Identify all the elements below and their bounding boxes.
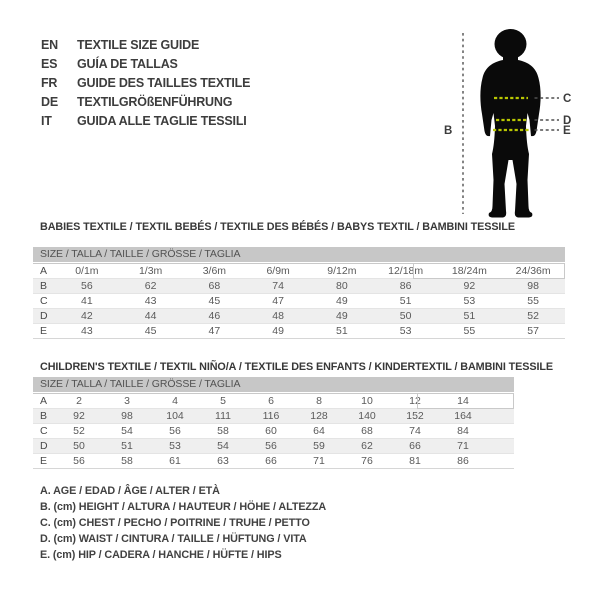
row-label: B xyxy=(40,280,48,292)
table-cell: 12/18m xyxy=(388,265,424,277)
table-cell: 62 xyxy=(144,280,157,292)
row-label: E xyxy=(40,325,48,337)
table-cell: 50 xyxy=(73,440,85,452)
table-cell: 3 xyxy=(124,395,130,407)
table-cell: 164 xyxy=(454,410,472,422)
table-row xyxy=(33,324,565,339)
table-cell: 61 xyxy=(169,455,181,467)
row-label: D xyxy=(40,440,48,452)
table-cell: 57 xyxy=(527,325,539,337)
table-cell: 46 xyxy=(208,310,221,322)
table-cell: 74 xyxy=(272,280,284,292)
table-row xyxy=(33,263,565,279)
table-cell: 45 xyxy=(208,295,221,307)
table-row xyxy=(33,439,514,454)
table-cell: 152 xyxy=(406,410,424,422)
table-row xyxy=(33,279,565,294)
language-title: TEXTILE SIZE GUIDE xyxy=(77,38,200,52)
table-cell: 41 xyxy=(81,295,93,307)
table-cell: 128 xyxy=(310,410,328,422)
table-row xyxy=(33,309,565,324)
legend-hip: E. (cm) HIP / CADERA / HANCHE / HÜFTE / HIPS xyxy=(40,549,282,561)
table-cell-filler xyxy=(487,439,514,453)
table-cell: 6 xyxy=(268,395,274,407)
language-code: ES xyxy=(41,57,58,71)
table-cell: 56 xyxy=(265,440,277,452)
table-cell: 51 xyxy=(121,440,133,452)
table-cell: 64 xyxy=(313,425,325,437)
height-line-label: B xyxy=(444,125,453,137)
table-cell: 68 xyxy=(208,280,221,292)
table-cell: 60 xyxy=(265,425,277,437)
table-row xyxy=(33,294,565,309)
table-cell: 54 xyxy=(121,425,133,437)
table-cell: 86 xyxy=(457,455,469,467)
table-row xyxy=(33,393,514,409)
table-cell: 49 xyxy=(336,295,348,307)
table-cell: 104 xyxy=(166,410,184,422)
table-cell: 80 xyxy=(336,280,348,292)
table-cell: 68 xyxy=(361,425,373,437)
row-label: C xyxy=(40,295,48,307)
table-cell: 43 xyxy=(144,295,157,307)
language-title-list xyxy=(41,36,250,131)
table-cell: 52 xyxy=(73,425,85,437)
child-silhouette-figure xyxy=(430,8,600,233)
row-label: B xyxy=(40,410,48,422)
legend-age: A. AGE / EDAD / ÂGE / ALTER / ETÀ xyxy=(40,485,220,497)
language-code: DE xyxy=(41,95,58,109)
table-cell: 9/12m xyxy=(327,265,357,277)
chest-line-label: C xyxy=(563,93,572,105)
list-item xyxy=(41,74,250,93)
table-cell: 24/36m xyxy=(515,265,551,277)
table-cell: 56 xyxy=(73,455,85,467)
table-cell: 51 xyxy=(336,325,348,337)
table-cell: 4 xyxy=(172,395,178,407)
table-cell: 55 xyxy=(527,295,539,307)
table-cell: 56 xyxy=(169,425,181,437)
table-cell: 42 xyxy=(81,310,93,322)
table-cell: 45 xyxy=(144,325,157,337)
table-cell: 49 xyxy=(336,310,348,322)
children-size-table xyxy=(33,377,514,469)
table-cell-filler xyxy=(487,409,514,423)
table-cell: 76 xyxy=(361,455,373,467)
table-cell: 56 xyxy=(81,280,93,292)
table-cell: 10 xyxy=(361,395,373,407)
table-cell: 111 xyxy=(215,410,231,422)
table-cell: 51 xyxy=(399,295,412,307)
table-cell: 12 xyxy=(409,395,421,407)
row-label: A xyxy=(40,265,48,277)
language-code: IT xyxy=(41,114,52,128)
list-item xyxy=(41,55,250,74)
table-cell: 5 xyxy=(220,395,226,407)
size-header-bar: SIZE / TALLA / TAILLE / GRÖSSE / TAGLIA xyxy=(33,247,565,262)
row-label: C xyxy=(40,425,48,437)
language-title: GUIDA ALLE TAGLIE TESSILI xyxy=(77,114,247,128)
measurement-diagram xyxy=(430,8,600,233)
table-cell: 53 xyxy=(169,440,181,452)
language-title: GUIDE DES TAILLES TEXTILE xyxy=(77,76,251,90)
language-title: GUÍA DE TALLAS xyxy=(77,57,178,71)
table-cell: 74 xyxy=(409,425,421,437)
language-code: FR xyxy=(41,76,58,90)
table-row xyxy=(33,424,514,439)
table-cell: 43 xyxy=(81,325,93,337)
table-cell: 54 xyxy=(217,440,229,452)
language-code: EN xyxy=(41,38,58,52)
table-cell: 86 xyxy=(399,280,412,292)
table-cell: 14 xyxy=(457,395,469,407)
table-cell: 44 xyxy=(144,310,157,322)
table-cell: 47 xyxy=(272,295,284,307)
table-cell: 0/1m xyxy=(75,265,99,277)
table-cell: 66 xyxy=(409,440,421,452)
table-cell: 59 xyxy=(313,440,325,452)
babies-size-table xyxy=(33,247,565,339)
table-cell: 66 xyxy=(265,455,277,467)
table-cell: 49 xyxy=(272,325,284,337)
table-cell: 63 xyxy=(217,455,229,467)
table-cell: 47 xyxy=(208,325,221,337)
list-item xyxy=(41,93,250,112)
table-cell: 6/9m xyxy=(266,265,290,277)
legend-waist: D. (cm) WAIST / CINTURA / TAILLE / HÜFTUNG / VITA xyxy=(40,533,307,545)
table-cell: 98 xyxy=(121,410,133,422)
row-label: D xyxy=(40,310,48,322)
language-title: TEXTILGRÖßENFÜHRUNG xyxy=(77,95,233,109)
table-cell: 71 xyxy=(313,455,325,467)
table-cell: 81 xyxy=(409,455,421,467)
measurement-legend xyxy=(40,483,326,563)
row-label: A xyxy=(40,395,48,407)
table-cell: 98 xyxy=(527,280,539,292)
table-cell: 140 xyxy=(358,410,376,422)
table-cell: 53 xyxy=(399,325,412,337)
table-cell-filler xyxy=(487,454,514,468)
table-row xyxy=(33,454,514,469)
babies-section-title: BABIES TEXTILE / TEXTIL BEBÉS / TEXTILE DES BÉBÉS / BABYS TEXTIL / BAMBINI TESSILE xyxy=(40,221,515,233)
table-cell: 50 xyxy=(399,310,412,322)
table-cell: 2 xyxy=(76,395,82,407)
legend-height: B. (cm) HEIGHT / ALTURA / HAUTEUR / HÖHE / ALTEZZA xyxy=(40,501,327,513)
list-item xyxy=(41,36,250,55)
table-cell: 84 xyxy=(457,425,469,437)
table-cell: 58 xyxy=(217,425,229,437)
table-cell: 92 xyxy=(73,410,85,422)
row-label: E xyxy=(40,455,48,467)
table-cell: 92 xyxy=(463,280,476,292)
list-item xyxy=(41,112,250,131)
legend-chest: C. (cm) CHEST / PECHO / POITRINE / TRUHE / PETTO xyxy=(40,517,310,529)
child-body-silhouette xyxy=(480,29,540,218)
table-cell: 51 xyxy=(463,310,476,322)
table-cell: 8 xyxy=(316,395,322,407)
children-section-title: CHILDREN'S TEXTILE / TEXTIL NIÑO/A / TEXTILE DES ENFANTS / KINDERTEXTIL / BAMBINI TESSILE xyxy=(40,361,553,373)
table-cell: 1/3m xyxy=(138,265,163,277)
table-row xyxy=(33,409,514,424)
table-cell: 3/6m xyxy=(202,265,227,277)
hip-line-label: E xyxy=(563,125,571,137)
table-cell: 18/24m xyxy=(451,265,487,277)
table-cell: 71 xyxy=(457,440,469,452)
table-cell: 52 xyxy=(527,310,539,322)
table-cell-filler xyxy=(487,424,514,438)
table-cell: 62 xyxy=(361,440,373,452)
waist-line-label: D xyxy=(563,115,572,127)
table-cell: 55 xyxy=(463,325,476,337)
table-cell: 116 xyxy=(262,410,280,422)
table-cell: 53 xyxy=(463,295,476,307)
table-cell-filler xyxy=(487,394,514,408)
table-cell: 48 xyxy=(272,310,284,322)
table-cell: 58 xyxy=(121,455,133,467)
size-header-bar: SIZE / TALLA / TAILLE / GRÖSSE / TAGLIA xyxy=(33,377,514,392)
